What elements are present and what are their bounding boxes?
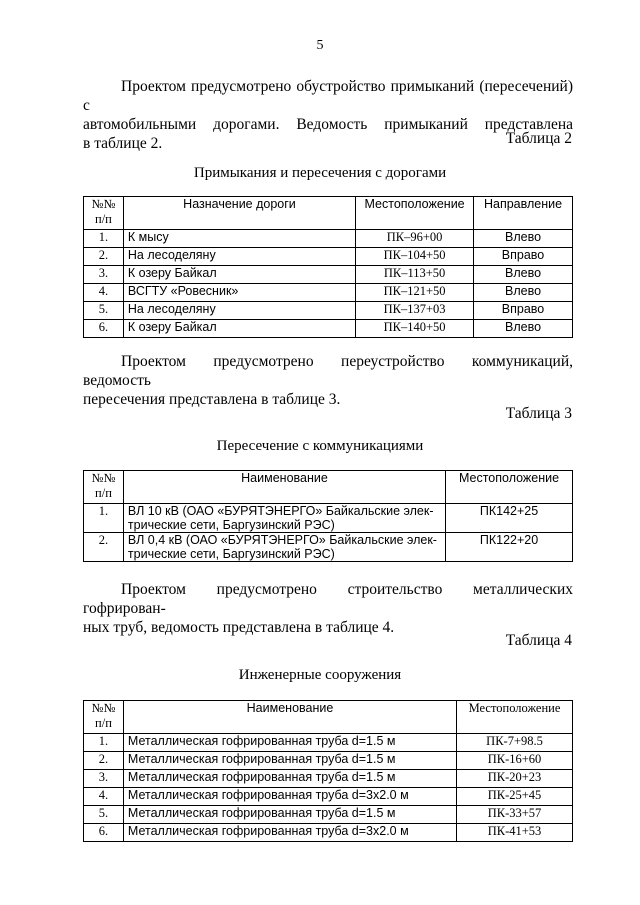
cell-location: ПК–140+50 xyxy=(356,320,474,338)
cell-num: 3. xyxy=(84,266,124,284)
cell-location: ПК–96+00 xyxy=(356,230,474,248)
cell-num: 5. xyxy=(84,806,124,824)
header-location: Местоположение xyxy=(356,197,474,230)
cell-location: ПК–137+03 xyxy=(356,302,474,320)
cell-num: 1. xyxy=(84,734,124,752)
cell-purpose: ВСГТУ «Ровесник» xyxy=(123,284,355,302)
cell-num: 6. xyxy=(84,320,124,338)
cell-name: Металлическая гофрированная труба d=1.5 м xyxy=(123,770,456,788)
cell-name: Металлическая гофрированная труба d=1.5 м xyxy=(123,752,456,770)
table3-label: Таблица 3 xyxy=(505,405,572,422)
table4-title: Инженерные сооружения xyxy=(238,667,402,683)
table-header-row xyxy=(84,471,573,504)
para1-line-1: Проектом предусмотрено обустройство примыканий (пересечений) с xyxy=(83,78,573,114)
table-row xyxy=(84,284,573,302)
cell-location: ПК–121+50 xyxy=(356,284,474,302)
table4-label: Таблица 4 xyxy=(505,632,572,649)
page-number: 5 xyxy=(316,38,324,53)
cell-name: Металлическая гофрированная труба d=1.5 м xyxy=(123,806,456,824)
cell-name: Металлическая гофрированная труба d=1.5 м xyxy=(123,734,456,752)
cell-direction: Влево xyxy=(474,284,573,302)
cell-num: 1. xyxy=(84,504,124,533)
table-header-row xyxy=(84,197,573,230)
table-row xyxy=(84,230,573,248)
cell-direction: Влево xyxy=(474,266,573,284)
header-location: Местоположение xyxy=(457,701,573,734)
table-row xyxy=(84,770,573,788)
table-row xyxy=(84,533,573,562)
cell-direction: Влево xyxy=(474,230,573,248)
header-num: №№ п/п xyxy=(84,701,124,734)
table-utility-crossings xyxy=(83,470,573,562)
cell-direction: Влево xyxy=(474,320,573,338)
cell-location: ПК122+20 xyxy=(446,533,573,562)
table-row xyxy=(84,266,573,284)
cell-name-line-2: трические сети, Баргузинский РЭС) xyxy=(127,518,335,532)
cell-location: ПК–104+50 xyxy=(356,248,474,266)
cell-num: 4. xyxy=(84,284,124,302)
cell-name-line-1: ВЛ 10 кВ (ОАО «БУРЯТЭНЕРГО» Байкальские элек- xyxy=(127,504,434,518)
table2-label: Таблица 2 xyxy=(505,130,572,147)
table-row xyxy=(84,248,573,266)
header-name: Наименование xyxy=(123,471,445,504)
cell-name: Металлическая гофрированная труба d=3х2.0 м xyxy=(123,824,456,842)
cell-name-line-2: трические сети, Баргузинский РЭС) xyxy=(127,547,335,561)
cell-location: ПК-16+60 xyxy=(457,752,573,770)
cell-num: 2. xyxy=(84,248,124,266)
cell-location: ПК–113+50 xyxy=(356,266,474,284)
para1-line-3: в таблице 2. xyxy=(83,135,163,152)
para3-line-2: ных труб, ведомость представлена в таблице 4. xyxy=(83,619,395,636)
cell-name: Металлическая гофрированная труба d=3х2.0 м xyxy=(123,788,456,806)
cell-num: 5. xyxy=(84,302,124,320)
table2-title: Примыкания и пересечения с дорогами xyxy=(193,165,447,181)
table-road-junctions xyxy=(83,196,573,338)
para2-line-2: пересечения представлена в таблице 3. xyxy=(83,391,341,408)
cell-name xyxy=(123,504,445,533)
header-purpose: Назначение дороги xyxy=(123,197,355,230)
cell-num: 3. xyxy=(84,770,124,788)
cell-purpose: На лесоделяну xyxy=(123,248,355,266)
table-row xyxy=(84,504,573,533)
cell-location: ПК-20+23 xyxy=(457,770,573,788)
para1-line-2: автомобильными дорогами. Ведомость примыканий представлена xyxy=(83,116,573,133)
cell-location: ПК-25+45 xyxy=(457,788,573,806)
cell-name xyxy=(123,533,445,562)
table-row xyxy=(84,806,573,824)
cell-location: ПК-41+53 xyxy=(457,824,573,842)
header-direction: Направление xyxy=(474,197,573,230)
table-row xyxy=(84,788,573,806)
cell-location: ПК-7+98.5 xyxy=(457,734,573,752)
cell-purpose: К озеру Байкал xyxy=(123,266,355,284)
intro-paragraph-1 xyxy=(83,77,573,153)
table-row xyxy=(84,302,573,320)
table-row xyxy=(84,734,573,752)
para2-line-1: Проектом предусмотрено переустройство коммуникаций, ведомость xyxy=(83,353,573,389)
cell-name-line-1: ВЛ 0,4 кВ (ОАО «БУРЯТЭНЕРГО» Байкальские элек- xyxy=(127,533,437,547)
cell-location: ПК142+25 xyxy=(446,504,573,533)
header-num: №№ п/п xyxy=(84,471,124,504)
cell-num: 1. xyxy=(84,230,124,248)
cell-location: ПК-33+57 xyxy=(457,806,573,824)
table-engineering-structures xyxy=(83,700,573,842)
cell-purpose: На лесоделяну xyxy=(123,302,355,320)
header-num: №№ п/п xyxy=(84,197,124,230)
cell-purpose: К мысу xyxy=(123,230,355,248)
intro-paragraph-3 xyxy=(83,580,573,637)
cell-num: 4. xyxy=(84,788,124,806)
cell-purpose: К озеру Байкал xyxy=(123,320,355,338)
cell-num: 2. xyxy=(84,533,124,562)
para3-line-1: Проектом предусмотрено строительство металлических гофрирован- xyxy=(83,581,573,617)
cell-num: 6. xyxy=(84,824,124,842)
table-row xyxy=(84,320,573,338)
intro-paragraph-2 xyxy=(83,352,573,409)
table-row xyxy=(84,752,573,770)
header-location: Местоположение xyxy=(446,471,573,504)
cell-num: 2. xyxy=(84,752,124,770)
table-row xyxy=(84,824,573,842)
cell-direction: Вправо xyxy=(474,248,573,266)
cell-direction: Вправо xyxy=(474,302,573,320)
table3-title: Пересечение с коммуникациями xyxy=(216,438,424,454)
header-name: Наименование xyxy=(123,701,456,734)
table-header-row xyxy=(84,701,573,734)
